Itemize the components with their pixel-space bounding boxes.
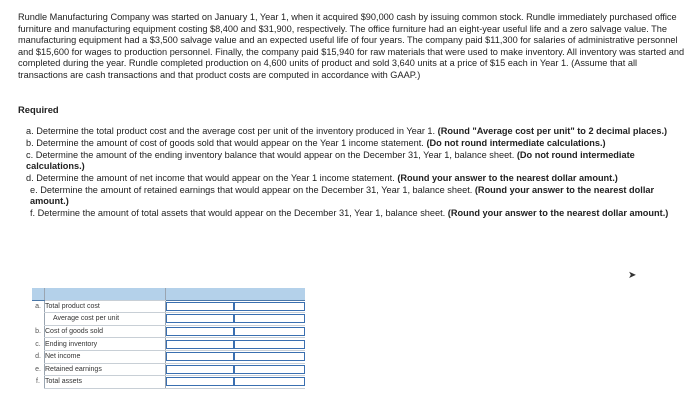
row-label: Net income <box>45 350 166 363</box>
question-d-text: d. Determine the amount of net income that would appear on the Year 1 income statement. <box>26 173 395 183</box>
cogs-input[interactable] <box>166 327 234 336</box>
mouse-cursor-icon: ➤ <box>628 270 637 281</box>
avg-cost-input[interactable] <box>166 314 234 323</box>
retained-earnings-input-2[interactable] <box>234 365 305 374</box>
row-label: Ending inventory <box>45 338 166 351</box>
row-letter: b. <box>35 328 41 336</box>
question-f <box>22 208 682 219</box>
row-label: Average cost per unit <box>45 313 166 326</box>
question-c-text: c. Determine the amount of the ending inventory balance that would appear on the December 31, Year 1, balance sheet. <box>26 150 515 160</box>
cogs-input-2[interactable] <box>234 327 305 336</box>
answer-row-f <box>32 376 305 389</box>
row-letter: a. <box>35 303 41 311</box>
total-product-cost-input[interactable] <box>166 302 234 311</box>
answer-row-b <box>32 325 305 338</box>
ending-inventory-input-2[interactable] <box>234 340 305 349</box>
total-assets-input[interactable] <box>166 377 234 386</box>
question-e <box>22 185 682 207</box>
question-f-note: (Round your answer to the nearest dollar amount.) <box>447 208 669 218</box>
required-heading: Required <box>18 104 59 115</box>
answer-table-header <box>32 288 305 300</box>
row-letter: c. <box>35 340 41 348</box>
question-d-note: (Round your answer to the nearest dollar amount.) <box>397 173 618 183</box>
row-label: Cost of goods sold <box>45 325 166 338</box>
row-label: Retained earnings <box>45 363 166 376</box>
row-letter <box>32 313 45 326</box>
net-income-input[interactable] <box>166 352 234 361</box>
answer-table <box>32 288 305 389</box>
retained-earnings-input[interactable] <box>166 365 234 374</box>
question-f-text: f. Determine the amount of total assets that would appear on the December 31, Year 1, balance sheet. <box>30 208 446 218</box>
answer-row-d <box>32 350 305 363</box>
row-letter: e. <box>35 365 41 373</box>
avg-cost-input-2[interactable] <box>234 314 305 323</box>
answer-row-e <box>32 363 305 376</box>
row-letter: d. <box>35 353 41 361</box>
row-label: Total product cost <box>45 300 166 313</box>
answer-row-c <box>32 338 305 351</box>
total-product-cost-input-2[interactable] <box>234 302 305 311</box>
question-b-note: (Do not round intermediate calculations.) <box>426 138 606 148</box>
question-c <box>22 150 682 172</box>
net-income-input-2[interactable] <box>234 352 305 361</box>
question-list <box>22 126 682 220</box>
question-d <box>22 173 682 184</box>
problem-intro: Rundle Manufacturing Company was started on January 1, Year 1, when it acquired $90,000 cash by issuing common stock. Rundle immediately purchased office furniture and manufacturing equipment costing $8,400 and $31,900, respectively. The office furniture had an eight-year useful life and a zero salvage value. The manufacturing equipment had a $3,500 salvage value and an expected useful life of four years. The company paid $11,300 for salaries of administrative personnel and $15,600 for wages to production personnel. Finally, the company paid $15,940 for raw materials that were used to make inventory. All inventory was started and completed during the year. Rundle completed production on 4,600 units of product and sold 3,640 units at a price of $15 each in Year 1. (Assume that all transactions are cash transactions and that product costs are computed in accordance with GAAP.) <box>18 12 685 80</box>
question-c-note: (Do not round intermediate calculations.) <box>26 150 635 171</box>
answer-row-a-total-cost <box>32 300 305 313</box>
question-e-note: (Round your answer to the nearest dollar amount.) <box>30 185 655 206</box>
row-letter: f. <box>36 378 40 386</box>
question-b-text: b. Determine the amount of cost of goods sold that would appear on the Year 1 income statement. <box>26 138 424 148</box>
question-e-text: e. Determine the amount of retained earnings that would appear on the December 31, Year 1, balance sheet. <box>30 185 473 195</box>
row-label: Total assets <box>45 376 166 389</box>
question-a <box>22 126 682 137</box>
question-a-note: (Round "Average cost per unit" to 2 decimal places.) <box>437 126 668 136</box>
answer-row-a-avg-cost <box>32 313 305 326</box>
total-assets-input-2[interactable] <box>234 377 305 386</box>
question-b <box>22 138 682 149</box>
ending-inventory-input[interactable] <box>166 340 234 349</box>
question-a-text: a. Determine the total product cost and the average cost per unit of the inventory produced in Year 1. <box>26 126 436 136</box>
